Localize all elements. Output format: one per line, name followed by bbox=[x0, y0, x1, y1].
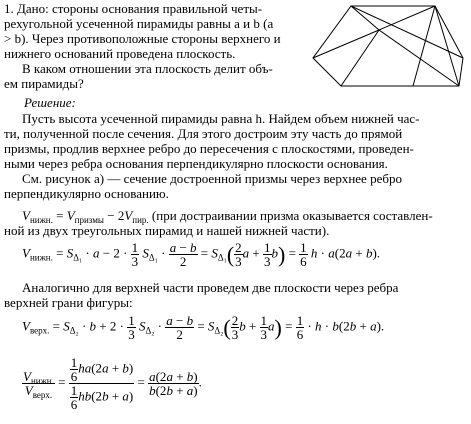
paragraph-line: Пусть высота усеченной пирамиды равна h. Найдем объем нижней час- bbox=[22, 111, 420, 126]
figure-edge bbox=[351, 6, 379, 30]
paragraph-line: перпендикулярно основанию. bbox=[4, 186, 169, 201]
truncated-pyramid-figure bbox=[309, 2, 467, 88]
figure-edge bbox=[413, 6, 435, 86]
formula-lower-volume: $V_{нижн.} = S_{\Delta_1} \cdot a - 2$ · $\frac{1}{3}$ $S_{\Delta_1}$ · $\frac{a - b}{2}$ = $S_{\Delta_1}$( $\frac{2}{3}$ a + $\frac{1}{3}$ b) = $\frac{1}{6}$ h · a(2a + b). bbox=[22, 240, 381, 269]
paragraph-line: ными через ребра основания перпендикулярно плоскости основания. bbox=[4, 156, 388, 171]
problem-statement bbox=[4, 1, 304, 91]
problem-line: нижнего оснований проведена плоскость. bbox=[4, 46, 236, 61]
paragraph-line: призмы, продлив верхнее ребро до пересечения с плоскостями, проведен- bbox=[4, 141, 414, 156]
problem-question: ем пирамиды? bbox=[4, 76, 84, 91]
figure-edge bbox=[379, 6, 435, 30]
formula-upper-volume: $V_{верх.} = S_{\Delta_2} \cdot b + 2$ · $\frac{1}{3}$ $S_{\Delta_2}$ · $\frac{a - b}{2}$ = $S_{\Delta_2}$( $\frac{2}{3}$ b + $\frac{1}{3}$ a) = $\frac{1}{6}$ · h · b(2b + a). bbox=[22, 313, 385, 342]
paragraph-line: Аналогично для верхней части проведем две плоскости через ребра bbox=[22, 280, 399, 295]
problem-line: 1. Дано: стороны основания правильной четы- bbox=[4, 1, 263, 16]
solution-text bbox=[4, 111, 467, 201]
paragraph-line: верхней грани фигуры: bbox=[4, 295, 133, 310]
problem-line: рехугольной усеченной пирамиды равны a и b (a bbox=[4, 16, 274, 31]
formula-comment: (при достраивании призма оказывается составлен- bbox=[151, 208, 433, 223]
figure-edge bbox=[379, 30, 459, 86]
problem-question: В каком отношении эта плоскость делит объ- bbox=[22, 61, 273, 76]
figure-outline bbox=[313, 6, 463, 86]
solution-title: Решение: bbox=[24, 95, 76, 110]
paragraph-line: ной из двух треугольных пирамид и нашей нижней части). bbox=[4, 223, 330, 238]
problem-line: > b). Через противоположные стороны верхнего и bbox=[4, 31, 281, 46]
paragraph-line: См. рисунок а) — сечение достроенной призмы через верхнее ребро bbox=[22, 171, 402, 186]
formula-prism-decomposition: $V_{нижн.} = V_{призмы} - 2V_{пир.}$ (при достраивании призма оказывается составлен- bbox=[22, 208, 433, 225]
solution-text-2 bbox=[4, 280, 467, 310]
figure-edge bbox=[435, 6, 459, 86]
paragraph-line: ти, полученной после сечения. Для этого достроим эту часть до прямой bbox=[4, 126, 403, 141]
formula-volume-ratio: $\frac{V_{нижн.}}{V_{верх.}}$ = $\frac{1}{6}$ ha(2a + b) $\frac{1}{6}$ hb(2b + a) = $\frac{a(2a + b)}{b(2b + a)}$ . bbox=[23, 355, 202, 412]
